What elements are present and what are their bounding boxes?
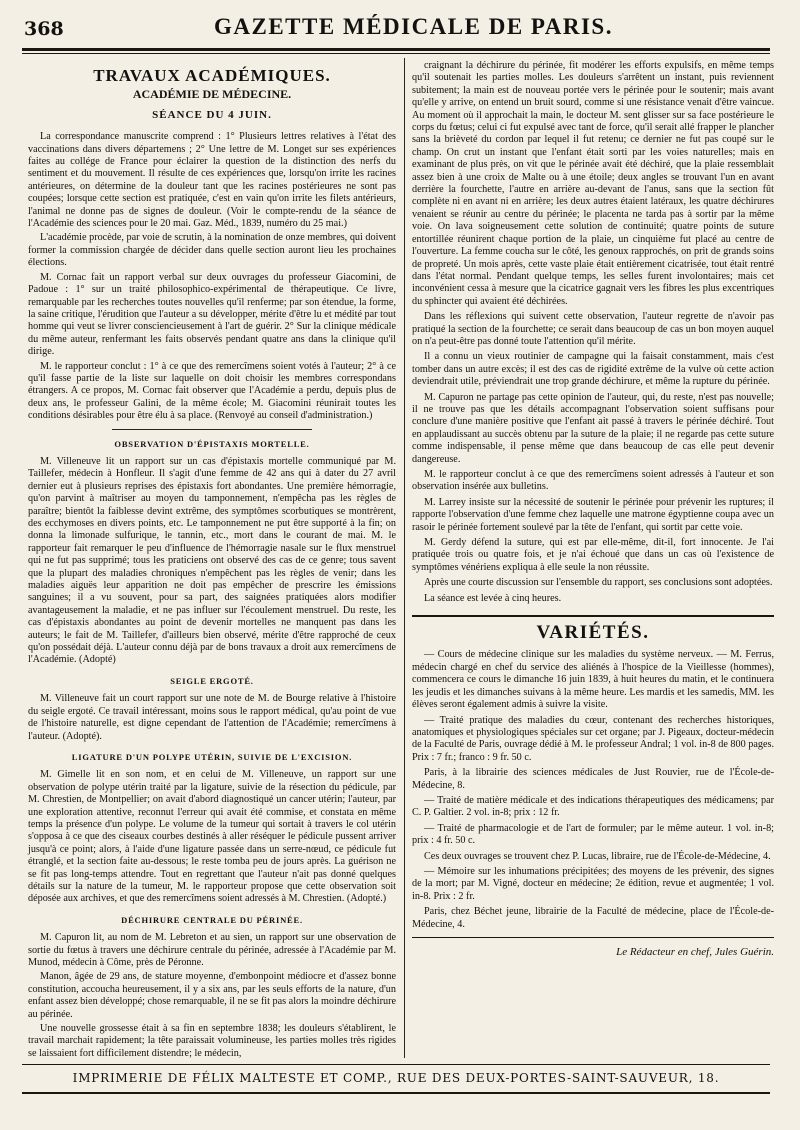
- varietes-item: — Traité pratique des maladies du cœur, contenant des recherches historiques, anatomiques et physiologiques spéciales sur cet organe; par J. Pigeaux, docteur-médecin de la Faculté de Paris, ouvrage dédié à M. le professeur Andral; 1 vol. in-8 de 800 pages. Prix : 7 fr.; franco : 9 fr. 50 c.: [412, 714, 774, 763]
- column-divider: [404, 58, 405, 1058]
- varietes-title: VARIÉTÉS.: [536, 622, 650, 644]
- seance-date: SÉANCE DU 4 JUIN.: [152, 108, 272, 121]
- paragraph: La séance est levée à cinq heures.: [424, 592, 562, 604]
- academy-heading: ACADÉMIE DE MÉDECINE.: [132, 87, 292, 102]
- paragraph: L'académie procède, par voie de scrutin, à la nomination de onze membres, qui doivent former la commission chargée de décider dans quelle section auront lieu les prochaines élections.: [28, 232, 396, 269]
- header-rule-thin: [22, 53, 770, 54]
- journal-title: GAZETTE MÉDICALE DE PARIS.: [214, 14, 613, 39]
- seigle-heading: SEIGLE ERGOTÉ.: [170, 675, 254, 686]
- paragraph: Il a connu un vieux routinier de campagne qui la faisait constamment, mais c'est tomber dans un autre excès; il est des cas de rigidité extrême de la vulve où cette action deviendrait utile, préviendrait une trop grande déchirure, et même la rupture du périnée.: [412, 351, 774, 388]
- editor-signature: Le Rédacteur en chef, Jules Guérin.: [616, 946, 774, 958]
- continuation-text: [412, 60, 774, 605]
- paragraph: M. Cornac fait un rapport verbal sur deux ouvrages du professeur Giacomini, de Padoue : 1° sur un traité philosophico-expérimental de thérapeutique. Ce livre, remarquable par les recherches toutes nouvelles qu'il renferme; par son étendue, la forme, la saine critique, l'érudition que l'auteur a su développer, mérite d'être lu et médité par tout homme qui veut se livrer consciencieusement à l'art de guérir. 2° Sur la clinique médicale du même auteur, renfermant les faits observés pendant quatre ans dans la clinique qu'il dirige.: [28, 271, 396, 358]
- epistaxis-text: [28, 456, 396, 667]
- footer-rule: [22, 1092, 770, 1094]
- paragraph: Dans les réflexions qui suivent cette observation, l'auteur regrette de n'avoir pas pratiqué la section de la fourchette; ce serait dans beaucoup de cas un bon moyen auquel on n'a peut-être pas donné toute l'attention qu'il mérite.: [412, 311, 774, 347]
- paragraph: Après une courte discussion sur l'ensemble du rapport, ses conclusions sont adoptées.: [424, 577, 773, 589]
- header-rule: [22, 48, 770, 51]
- varietes-item: — Cours de médecine clinique sur les maladies du système nerveux. — M. Ferrus, médecin chargé en chef du service des aliénés à l'hospice de la Vieillesse (hommes), commencera ce cours le dimanche 16 juin 1839, à huit heures du matin, et le continuera les jeudis et les dimanches suivans à la même heure. Les mardis et les samedis, MM. les élèves seront également admis à suivre la visite.: [412, 649, 774, 711]
- paragraph: M. Villeneuve fait un court rapport sur une note de M. de Bourge relative à l'histoire du seigle ergoté. Ce travail intéressant, moins sous le rapport médical, qu'au point de vue de l'histoire naturelle, est digne cependant de l'attention de l'Académie; remercîmens à l'auteur. (Adopté).: [28, 693, 396, 742]
- dechirure-heading: DÉCHIRURE CENTRALE DU PÉRINÉE.: [121, 914, 303, 925]
- intro-text: [28, 131, 396, 422]
- polype-text: [28, 769, 396, 905]
- paragraph: M. le rapporteur conclut à ce que des remercîmens soient adressés à l'auteur et son observation insérée aux bulletins.: [412, 469, 774, 493]
- page-number: 368: [24, 18, 64, 40]
- varietes-item: — Traité de matière médicale et des indications thérapeutiques des médicamens; par C. P. Galtier. 2 vol. in-8; prix : 12 fr.: [412, 794, 774, 819]
- varietes-item: — Traité de pharmacologie et de l'art de formuler; par le même auteur. 1 vol. in-8; prix : 4 fr. 50 c.: [412, 822, 774, 847]
- dechirure-text: [28, 932, 396, 1060]
- varietes-item: — Mémoire sur les inhumations précipitées; des moyens de les prévenir, des signes de la mort; par M. Vigné, docteur en médecine; 2e édition, revue et augmentée; 1 vol. in-8. Prix : 2 fr.: [412, 865, 774, 902]
- section-title: TRAVAUX ACADÉMIQUES.: [93, 66, 331, 85]
- paragraph: craignant la déchirure du périnée, fit modérer les efforts expulsifs, en même temps qu'il soutenait les parties molles. Les douleurs s'arrêtent un instant, puis reviennent subitement; la main est de nouveau portée vers le périnée pour le soutenir; mais avant qu'elle y arrive, on entend un bruit sourd, comme si une résistance venait d'être vaincue. Au moment où il approchait la main, le docteur M. sent glisser sur sa face postérieure le corps du fœtus; celui ci fut expulsé avec tant de force, qu'il serait allé frapper le plancher sans la brièveté du cordon par lequel il fut retenu; ce dernier ne fut pas coupé sur le champ. On crut un instant que l'enfant était sorti par les voies naturelles; mais en examinant de plus près, on vit que le périnée avait été déchiré, que la plaie ressemblait assez bien à une croix de Malte ou à une étoile; deux angles se trouvant l'un en avant derrière la fourchette, l'autre en arrière au-devant de l'anus, sans que la section fût complète ni en avant ni en arrière; les deux autres étaient latéraux, les quatre déchirures venaient se réunir au centre du périnée; le placenta ne tarda pas à sortir par la même voie. On lava soigneusement cette solution de continuité; quatre points de suture entortillée réunirent chaque portion de la plaie, un cinquième fut placé au centre de l'ouverture. La femme coucha sur le côté, les genoux rapprochés, on prit de grands soins de propreté. Un mois après, cette vaste plaie était entièrement cicatrisée, tout était rentré dans l'état normal. Pendant quelque temps, les selles furent involontaires; mais cet inconvénient cessa à mesure que la cicatrice gagnait vers les fibres les plus excentriques du sphincter qui avaient été déchirées.: [412, 60, 774, 307]
- paragraph: M. Capuron ne partage pas cette opinion de l'auteur, qui, du reste, n'est pas nouvelle; il ne trouve pas que les détails accompagnant l'observation soient suffisans pour conclure d'une manière positive que l'enfant ait passé à travers le périnée déchiré. Tout en applaudissant au succès obtenu par la suture de la plaie; il ne regarde pas cette suture comme indispensable, il pense même que dans beaucoup de cas elle peut devenir dangereuse.: [412, 391, 774, 465]
- right-column: [412, 60, 774, 958]
- printer-imprint: IMPRIMERIE DE FÉLIX MALTESTE ET COMP., RUE DES DEUX-PORTES-SAINT-SAUVEUR, 18.: [22, 1064, 770, 1085]
- varietes-item: Paris, à la librairie des sciences médicales de Just Rouvier, rue de l'École-de-Médecine, 8.: [412, 767, 774, 791]
- paragraph: M. Gerdy défend la suture, qui est par elle-même, dit-il, fort innocente. Je l'ai pratiquée trois ou quatre fois, et je n'ai échoué que dans un cas où l'existence de symptômes vénériens expliqua à elle seule la non réussite.: [412, 537, 774, 573]
- varietes-item: Ces deux ouvrages se trouvent chez P. Lucas, libraire, rue de l'École-de-Médecine, 4.: [424, 850, 771, 862]
- left-column: [28, 60, 396, 1062]
- varietes-item: Paris, chez Béchet jeune, librairie de la Faculté de médecine, place de l'École-de-Médecine, 4.: [412, 906, 774, 930]
- paragraph: M. Capuron lit, au nom de M. Lebreton et au sien, un rapport sur une observation de sortie du fœtus à travers une déchirure centrale du périnée, adressée à l'Académie par M. Munod, médecin à Côme, près de Péronne.: [28, 932, 396, 968]
- paragraph: M. Gimelle lit en son nom, et en celui de M. Villeneuve, un rapport sur une observation de polype utérin traité par la ligature, suivie de la résection du pédicule, par M. Chrestien, de Montpellier; on avait d'abord diagnostiqué un cancer utérin; l'auteur, par une exploration attentive, reconnut l'erreur qui avait été commise, et constata en même temps la présence d'un polype. Le volume de la tumeur qui sortait à travers le col utérin s'opposa à ce que des ciseaux courbes destinés à aller réséquer le pédicule pussent arriver jusqu'à ce point; alors, à l'aide d'une ligature passée dans un serre-nœud, ce pédicule fut étranglé, et la section faite au-dessous; le reste tomba peu de jours après. La guérison ne se fit pas long-temps attendre. Tout en regrettant que l'auteur n'ait pas donné quelques détails sur la nature de la tumeur, M. le rapporteur propose que cette observation soit déposée aux archives, et que des remercîmens soient adressés à M. Chrestien. (Adopté.): [28, 769, 396, 905]
- paragraph: La correspondance manuscrite comprend : 1° Plusieurs lettres relatives à l'état des vaccinations dans divers départemens ; 2° Une lettre de M. Longet sur ses expériences faites au collége de France pour éclairer la question de la distinction des nerfs du sentiment et du mouvement. Il résulte de ces expériences que, lorsqu'on irrite les racines antérieures, on détermine de la douleur tant que les racines postérieures ne sont pas coupées; lorsque cette section est pratiquée, c'est en vain qu'on irrite les filets antérieurs, l'animal ne donne pas de signes de douleur. (Voir le compte-rendu de la séance de l'Académie des sciences pour le 20 mai. Gaz. Méd., 1839, numéro du 25 mai.): [28, 131, 396, 230]
- epistaxis-heading: OBSERVATION D'ÉPISTAXIS MORTELLE.: [114, 438, 310, 449]
- seigle-text: [28, 693, 396, 743]
- paragraph: M. Larrey insiste sur la nécessité de soutenir le périnée pour prévenir les ruptures; il rapporte l'observation d'une femme chez laquelle une matrone égyptienne coupa avec un rasoir le périnée fortement soulevé par la tête de l'enfant, qui sortit par cette voie.: [412, 496, 774, 533]
- section-separator: [412, 615, 774, 617]
- polype-heading: LIGATURE D'UN POLYPE UTÉRIN, SUIVIE DE L'EXCISION.: [71, 751, 353, 762]
- paragraph: M. Villeneuve lit un rapport sur un cas d'épistaxis mortelle communiqué par M. Taillefer, médecin à Honfleur. Il s'agit d'une femme de 42 ans qui à dater du 27 avril dernier eut à plusieurs reprises des épistaxis fort abondantes. Une première hémorragie, qu'on parvint à maîtriser au moyen du tamponnement, n'empêcha pas les règles de paraître; bientôt la faiblesse devint extrême, des symptômes scorbutiques se montrèrent, des ecchymoses en divers points, etc. Le tamponnement ne put être supporté à la fin; on donna la limonade sulfurique, le tannin, etc., mort dans le courant de mai. M. le rapporteur fait remarquer le peu d'influence de l'hémorragie nasale sur le flux menstruel qui ne fut pas supprimé; tous les praticiens ont observé des cas de ce genre; tous savent que la plupart des maladies chroniques n'empêchent pas les règles de venir; dans les maladies aiguës leur apparition ne doit pas empêcher de prescrire les émissions sanguines; il a vu souvent, pour sa part, des saignées pratiquées alors modifier avantageusement la maladie, et ne pas influer sur l'écoulement menstruel. Du reste, les cas d'épistaxis abondantes au point de devenir mortelles ne manquent pas dans les auteurs; le fait de M. Taillefer, d'ailleurs bien observé, mérite d'être rapproché de ceux qu'on possédait déjà. L'auteur connu déjà par de bons travaux a droit aux remercîmens de l'Académie. (Adopté): [28, 455, 396, 666]
- paragraph: Une nouvelle grossesse était à sa fin en septembre 1838; les douleurs s'établirent, le travail marchait rapidement; la tête paraissait volumineuse, les parties molles très rigides se laissaient fort difficilement distendre; le médecin,: [28, 1023, 396, 1059]
- paragraph: M. le rapporteur conclut : 1° à ce que des remercîmens soient votés à l'auteur; 2° à ce qu'il fasse partie de la liste sur laquelle on doit choisir les membres correspondans étrangers. A ce propos, M. Cornac fait observer que l'Académie a perdu, depuis plus de deux ans, le professeur Galini, de la même école; M. Giacomini réunirait toutes les conditions désirables pour être élu à sa place. (Renvoyé au conseil d'administration.): [28, 360, 396, 422]
- signature-rule: [412, 937, 774, 938]
- paragraph: Manon, âgée de 29 ans, de stature moyenne, d'embonpoint médiocre et d'assez bonne constitution, accoucha heureusement, il y a six ans, par les seuls efforts de la nature, d'un enfant assez bien développé; chose remarquable, il ne se fit pas alors la moindre déchirure au périnée.: [28, 971, 396, 1020]
- divider: [112, 429, 312, 430]
- varietes-list: [412, 649, 774, 931]
- page-header: [24, 14, 776, 48]
